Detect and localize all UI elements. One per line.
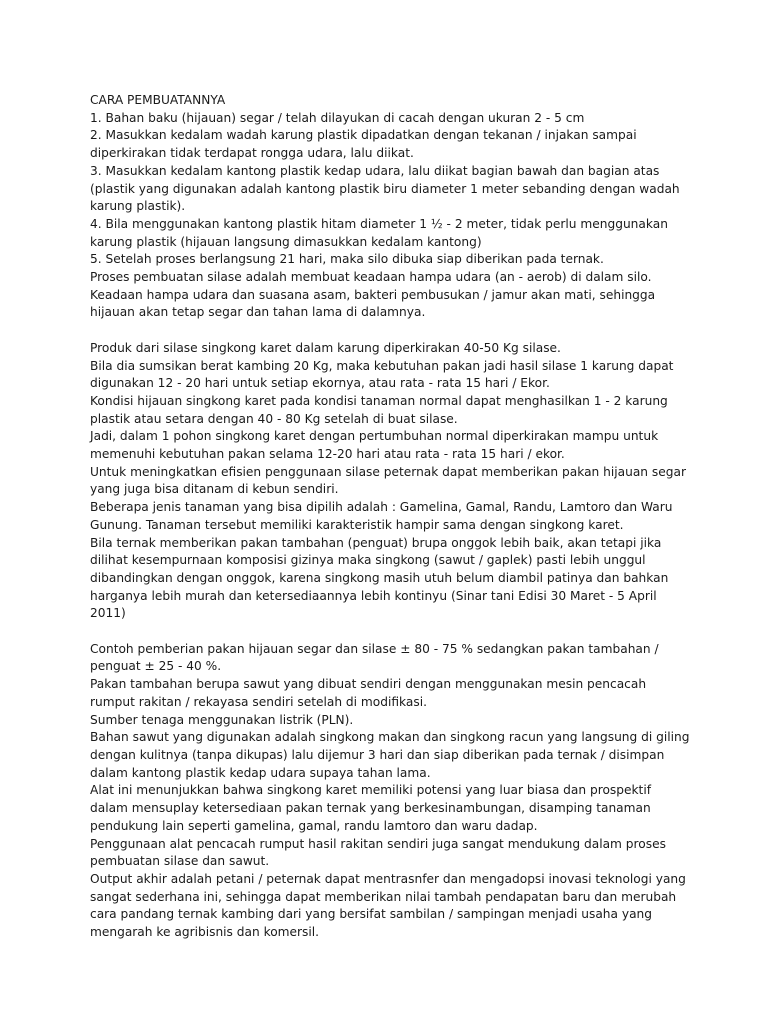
paragraph: Beberapa jenis tanaman yang bisa dipilih adalah : Gamelina, Gamal, Randu, Lamtoro dan Waru Gunung. Tanaman tersebut memiliki karakteristik hampir sama dengan singkong karet. — [90, 500, 673, 532]
paragraph: Proses pembuatan silase adalah membuat keadaan hampa udara (an - aerob) di dalam silo. Keadaan hampa udara dan suasana asam, bakteri pembusukan / jamur akan mati, sehingga hijauan akan tetap segar dan tahan lama di dalamnya. — [90, 270, 656, 320]
paragraph: 3. Masukkan kedalam kantong plastik kedap udara, lalu diikat bagian bawah dan bagian atas (plastik yang digunakan adalah kantong plastik biru diameter 1 meter sebanding dengan wadah karung plastik). — [90, 163, 680, 214]
paragraph: Sumber tenaga menggunakan listrik (PLN). — [90, 712, 354, 727]
paragraph: Alat ini menunjukkan bahwa singkong karet memiliki potensi yang luar biasa dan prospektif dalam mensuplay ketersediaan pakan ternak yang berkesinambungan, disamping tanaman pendukung lain seperti gamelina, gamal, randu lamtoro dan waru dadap. — [90, 783, 652, 833]
paragraph: 2. Masukkan kedalam wadah karung plastik dipadatkan dengan tekanan / injakan sampai diperkirakan tidak terdapat rongga udara, lalu diikat. — [90, 128, 637, 161]
paragraph: Jadi, dalam 1 pohon singkong karet dengan pertumbuhan normal diperkirakan mampu untuk memenuhi kebutuhan pakan selama 12-20 hari atau rata - rata 15 hari / ekor. — [90, 429, 659, 462]
paragraph-spacer — [90, 623, 690, 641]
paragraph: Bila ternak memberikan pakan tambahan (penguat) brupa onggok lebih baik, akan tetapi jika dilihat kesempurnaan komposisi gizinya maka singkong (sawut / gaplek) pasti lebih unggul dibandingkan dengan onggok, karena singkong masih utuh belum diambil patinya dan bahkan harganya lebih murah dan ketersediaannya lebih kontinyu (Sinar tani Edisi 30 Maret - 5 April 2011) — [90, 535, 669, 621]
paragraph: Kondisi hijauan singkong karet pada kondisi tanaman normal dapat menghasilkan 1 - 2 karung plastik atau setara dengan 40 - 80 Kg setelah di buat silase. — [90, 393, 668, 426]
document-page — [90, 92, 690, 942]
paragraph: Output akhir adalah petani / peternak dapat mentrasnfer dan mengadopsi inovasi teknologi yang sangat sederhana ini, sehingga dapat memberikan nilai tambah pendapatan baru dan merubah cara pandang ternak kambing dari yang bersifat sambilan / sampingan menjadi usaha yang mengarah ke agribisnis dan komersil. — [90, 871, 686, 940]
document-title: CARA PEMBUATANNYA — [90, 93, 226, 107]
paragraph: Bila dia sumsikan berat kambing 20 Kg, maka kebutuhan pakan jadi hasil silase 1 karung dapat digunakan 12 - 20 hari untuk setiap ekornya, atau rata - rata 15 hari / Ekor. — [90, 358, 674, 391]
paragraph: Bahan sawut yang digunakan adalah singkong makan dan singkong racun yang langsung di giling dengan kulitnya (tanpa dikupas) lalu dijemur 3 hari dan siap diberikan pada ternak / disimpan dalam kantong plastik kedap udara supaya tahan lama. — [90, 730, 690, 780]
paragraph: 4. Bila menggunakan kantong plastik hitam diameter 1 ½ - 2 meter, tidak perlu menggunakan karung plastik (hijauan langsung dimasukkan kedalam kantong) — [90, 216, 668, 249]
paragraph: Produk dari silase singkong karet dalam karung diperkirakan 40-50 Kg silase. — [90, 340, 561, 355]
paragraph: 5. Setelah proses berlangsung 21 hari, maka silo dibuka siap diberikan pada ternak. — [90, 252, 604, 267]
paragraph-spacer — [90, 322, 690, 340]
paragraph: Penggunaan alat pencacah rumput hasil rakitan sendiri juga sangat mendukung dalam proses pembuatan silase dan sawut. — [90, 836, 666, 869]
paragraph: Untuk meningkatkan efisien penggunaan silase peternak dapat memberikan pakan hijauan segar yang juga bisa ditanam di kebun sendiri. — [90, 464, 686, 497]
paragraph: 1. Bahan baku (hijauan) segar / telah dilayukan di cacah dengan ukuran 2 - 5 cm — [90, 110, 585, 125]
paragraph: Pakan tambahan berupa sawut yang dibuat sendiri dengan menggunakan mesin pencacah rumput rakitan / rekayasa sendiri setelah di modifikasi. — [90, 677, 647, 709]
paragraph: Contoh pemberian pakan hijauan segar dan silase ± 80 - 75 % sedangkan pakan tambahan / penguat ± 25 - 40 %. — [90, 641, 659, 674]
